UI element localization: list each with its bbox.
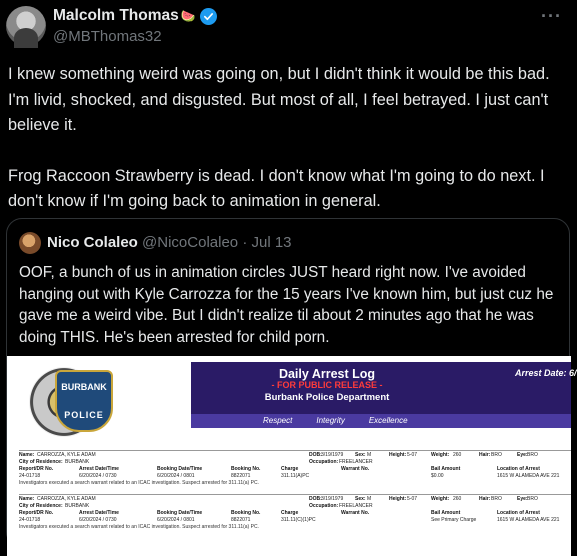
rec-residence: BURBANK bbox=[65, 503, 90, 509]
rec-col-booking: Booking Date/Time bbox=[157, 510, 203, 516]
value-integrity: Integrity bbox=[316, 416, 345, 425]
rec-booking: 6/20/2024 / 0801 bbox=[157, 473, 195, 479]
doc-release-note: - FOR PUBLIC RELEASE - bbox=[271, 380, 383, 390]
rec-booking-no: 8822071 bbox=[231, 473, 251, 479]
rec-height-label: Height: bbox=[389, 452, 407, 458]
rec-col-booking-no: Booking No. bbox=[231, 466, 261, 472]
rec-report: 24-01718 bbox=[19, 517, 41, 523]
value-excellence: Excellence bbox=[368, 416, 408, 425]
quote-date[interactable]: Jul 13 bbox=[251, 234, 292, 251]
rec-weight-label: Weight: bbox=[431, 496, 450, 502]
rec-col-charge: Charge bbox=[281, 510, 299, 516]
rec-sex: M bbox=[367, 452, 372, 458]
rec-bail: See Primary Charge bbox=[431, 517, 477, 523]
rec-location: 1615 W ALAMEDA AVE 221 bbox=[497, 517, 560, 523]
rec-residence-label: City of Residence: bbox=[19, 503, 63, 509]
rec-dob-label: DOB: bbox=[309, 452, 322, 458]
tweet-paragraph: Frog Raccoon Strawberry is dead. I don't know what I'm going to do next. I don't know if I'm going back to animation in general. bbox=[8, 166, 545, 210]
verified-badge-icon bbox=[200, 8, 217, 25]
rec-weight-label: Weight: bbox=[431, 452, 450, 458]
rec-weight: 260 bbox=[453, 496, 462, 502]
badge-bottom-text: POLICE bbox=[64, 410, 104, 420]
rec-hair: BRO bbox=[491, 452, 502, 458]
rec-col-location: Location of Arrest bbox=[497, 510, 540, 516]
rec-height-label: Height: bbox=[389, 496, 407, 502]
more-horizontal-icon[interactable]: ··· bbox=[541, 6, 562, 26]
arrest-record bbox=[19, 494, 571, 531]
rec-col-arrest: Arrest Date/Time bbox=[79, 466, 119, 472]
rec-note: Investigators executed a search warrant related to an ICAC investigation. Suspect arrested for 311.11(a) PC. bbox=[19, 524, 259, 530]
rec-eyes: BRO bbox=[527, 452, 538, 458]
author-handle[interactable]: @MBThomas32 bbox=[53, 28, 162, 45]
rec-booking-no: 8822071 bbox=[231, 517, 251, 523]
rec-col-booking: Booking Date/Time bbox=[157, 466, 203, 472]
doc-values bbox=[191, 416, 571, 425]
rec-booking: 6/20/2024 / 0801 bbox=[157, 517, 195, 523]
rec-residence: BURBANK bbox=[65, 459, 90, 465]
watermelon-emoji: 🍉 bbox=[180, 9, 196, 23]
rec-col-booking-no: Booking No. bbox=[231, 510, 261, 516]
rec-dob: 3/19/1979 bbox=[321, 452, 344, 458]
rec-name-label: Name: bbox=[19, 496, 35, 502]
rec-col-charge: Charge bbox=[281, 466, 299, 472]
rec-dob-label: DOB: bbox=[309, 496, 322, 502]
rec-weight: 260 bbox=[453, 452, 462, 458]
rec-dob: 3/19/1979 bbox=[321, 496, 344, 502]
rec-col-report: Report/DR No. bbox=[19, 510, 54, 516]
rec-occupation: FREELANCER bbox=[339, 459, 373, 465]
quote-author-handle[interactable]: @NicoColaleo bbox=[142, 234, 239, 251]
tweet-paragraph: I knew something weird was going on, but I didn't think it would be this bad. I'm livid, shocked, and disgusted. But most of all, I feel betrayed. I just can't believe it. bbox=[8, 65, 550, 134]
rec-name: CARROZZA, KYLE ADAM bbox=[37, 496, 96, 502]
rec-name: CARROZZA, KYLE ADAM bbox=[37, 452, 96, 458]
doc-department: Burbank Police Department bbox=[264, 392, 390, 403]
rec-location: 1615 W ALAMEDA AVE 221 bbox=[497, 473, 560, 479]
author-name-row[interactable] bbox=[53, 7, 217, 25]
quote-media-image[interactable] bbox=[7, 356, 577, 556]
rec-name-label: Name: bbox=[19, 452, 35, 458]
rec-hair-label: Hair: bbox=[479, 496, 491, 502]
doc-title: Daily Arrest Log bbox=[278, 367, 376, 381]
rec-occupation-label: Occupation: bbox=[309, 459, 339, 465]
quote-header bbox=[47, 234, 292, 251]
rec-charge: 311.11(A)PC bbox=[281, 473, 310, 479]
value-respect: Respect bbox=[263, 416, 293, 425]
rec-occupation-label: Occupation: bbox=[309, 503, 339, 509]
badge-top-text: BURBANK bbox=[61, 382, 107, 392]
rec-occupation: FREELANCER bbox=[339, 503, 373, 509]
rec-col-arrest: Arrest Date/Time bbox=[79, 510, 119, 516]
rec-arrest: 6/20/2024 / 0730 bbox=[79, 473, 117, 479]
rec-eyes-label: Eye: bbox=[517, 452, 528, 458]
rec-arrest: 6/20/2024 / 0730 bbox=[79, 517, 117, 523]
rec-col-bail: Bail Amount bbox=[431, 510, 461, 516]
rec-note: Investigators executed a search warrant related to an ICAC investigation. Suspect arrested for 311.11(a) PC. bbox=[19, 480, 259, 486]
author-avatar[interactable] bbox=[6, 6, 46, 46]
rec-hair-label: Hair: bbox=[479, 452, 491, 458]
arrest-records bbox=[19, 450, 571, 538]
quote-author-avatar[interactable] bbox=[19, 232, 41, 254]
rec-sex: M bbox=[367, 496, 372, 502]
rec-col-bail: Bail Amount bbox=[431, 466, 461, 472]
rec-height: 5-07 bbox=[407, 496, 418, 502]
rec-col-location: Location of Arrest bbox=[497, 466, 540, 472]
author-name[interactable]: Malcolm Thomas bbox=[53, 7, 179, 24]
quote-separator: · bbox=[242, 234, 248, 251]
rec-col-warrant: Warrant No. bbox=[341, 510, 370, 516]
rec-sex-label: Sex: bbox=[355, 496, 366, 502]
rec-residence-label: City of Residence: bbox=[19, 459, 63, 465]
quoted-tweet[interactable] bbox=[6, 218, 577, 548]
rec-col-warrant: Warrant No. bbox=[341, 466, 370, 472]
rec-charge: 311.11(C)(1)PC bbox=[281, 517, 316, 523]
police-badge-logo bbox=[55, 370, 113, 432]
tweet-text bbox=[8, 62, 570, 215]
rec-col-report: Report/DR No. bbox=[19, 466, 54, 472]
rec-eyes-label: Eye: bbox=[517, 496, 528, 502]
rec-hair: BRO bbox=[491, 496, 502, 502]
rec-sex-label: Sex: bbox=[355, 452, 366, 458]
doc-arrest-date-label: Arrest Date: 6/ bbox=[515, 368, 577, 378]
rec-bail: $0.00 bbox=[431, 473, 444, 479]
rec-report: 24-01718 bbox=[19, 473, 41, 479]
quote-text: OOF, a bunch of us in animation circles JUST heard right now. I've avoided hanging out with Kyle Carrozza for the 15 years I've known him, but just cuz he gave me a weird vibe. But I didn't realize til about 2 minutes ago that he was doing THIS. He's been arrested for child porn. bbox=[19, 264, 554, 346]
quote-author-name[interactable]: Nico Colaleo bbox=[47, 234, 138, 251]
rec-height: 5-07 bbox=[407, 452, 418, 458]
arrest-record bbox=[19, 450, 571, 487]
rec-eyes: BRO bbox=[527, 496, 538, 502]
